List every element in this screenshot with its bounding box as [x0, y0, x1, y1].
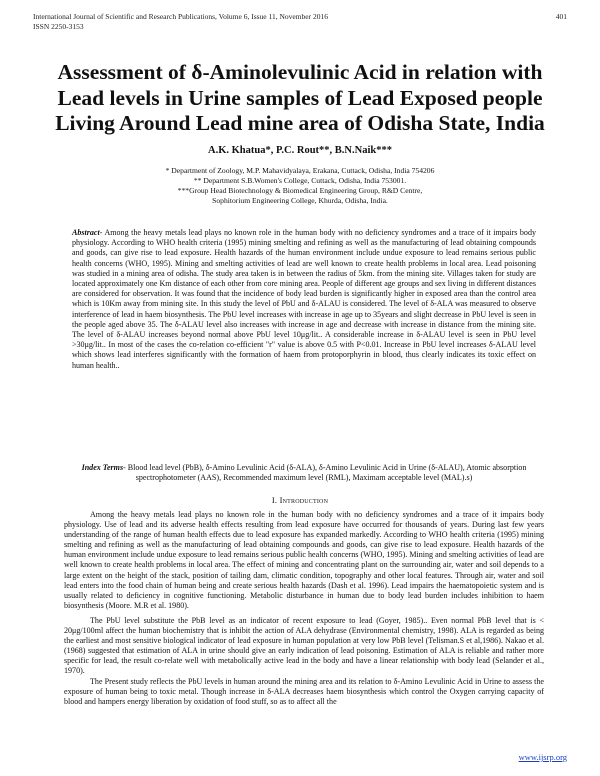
- abstract-label: Abstract-: [72, 228, 103, 237]
- page-number: 401: [555, 12, 567, 21]
- journal-name: International Journal of Scientific and Research Publications, Volume 6, Issue 11, November 2016: [33, 12, 329, 21]
- abstract-text: Among the heavy metals lead plays no known role in the human body with no deficiency syndromes and a trace of it impairs body physiology. According to WHO health criteria (1995) mining smelting and refining as well as the manufacturing of lead obtaining compounds and goods, can give rise to lead exposure. Health hazards of the human environment include undue exposure to lead remains serious public health concerns (WHO, 1995). Mining and smelting activities of lead are well known to create health problems in local area. Lead poisoning was studied in a mining area of odisha. The study area taken is in between the radius of 5km. from the mining site. Villages taken for study are located approximately one Km distance of each other from core mining area. People of different age groups and sex living in different distances are considered for observation. It was found that the incidence of body lead burden is significantly higher in exposed area than the control area which is 10Km away from mining site. In this study the level of PbU and δ-ALAU is considered. The level of δ-ALA was measured to observe interference of lead in haem biosynthesis. The PbU level increases with increase in age up to 35years and slight decrease in PbU level is seen in the people aged above 35. The δ-ALAU level also increases with increase in age and decrease with increase in distance from the mining site. The level of δ-ALAU increases beyond normal above PbU level 10μg/lit.. A considerable increase in δ-ALAU level is seen in PbU level >30μg/lit.. In most of the cases the co-relation co-efficient "r" value is above 0.5 with P<0.01. Increase in PbU level increases δ-ALAU level which shows lead interferes significantly with the formation of haem from protoporphyrin in blood, thus clearly indicates its toxic effect on human health..: [72, 228, 536, 370]
- section-heading-introduction: [0, 495, 600, 505]
- running-header: [33, 12, 328, 32]
- paper-title: Assessment of δ-Aminolevulinic Acid in relation with Lead levels in Urine samples of Lead Exposed people Living Around Lead mine area of Odisha State, India: [55, 60, 545, 135]
- index-terms: [72, 463, 536, 483]
- intro-paragraph: The PbU level substitute the PbB level as an indicator of recent exposure to lead (Goyer, 1985).. Even normal PbB level that is < 20μg/100ml affect the human biochemistry that is inhibit the action of ALA dehydrase (Environmental chemistry, 1998). ALA is regarded as being the earliest and most sensitive biological indicator of lead exposure in human population at very low PbB level (Telisman.S et al,1986). Nakao et al.(1968) suggested that estimation of ALA in urine should give an early indication of lead poisoning. Estimation of ALA is reliable and rather more specific for lead, the result co-relate well with metabolically active lead in the body and have a linear relationship with body lead (Selander et al., 1970).: [64, 615, 544, 676]
- affiliation-line: Sophitorium Engineering College, Khurda, Odisha, India.: [212, 196, 388, 205]
- intro-paragraph: Among the heavy metals lead plays no known role in the human body with no deficiency syndromes and a trace of it impairs body physiology. Use of lead and its adverse health effects resulting from lead exposure have occurred for thousands of years. During last few years understanding of the range of human health effects due to lead exposure has expanded markedly. According to WHO health criteria (1995) mining smelting and refining as well as the manufacturing of lead obtaining compounds and goods, can give rise to lead exposure. Health hazards of the human environment include undue exposure to lead remains serious public health concerns (WHO, 1995). Mining and smelting activities of lead are well known to create health problems in local area. The effect of mining and concentrating plant on the surrounding air, water and soil depends to a large extent on the height of the stack, position of tailing dam, climatic condition, topography and other local features. Through air, water and soil lead enters into the food chain of human being and create serious health hazards (Dash et al. 1996). Lead impairs the haematopoietic system and is usually related to deficiency in cognitive functioning. Metabolic disturbance in human due to body lead burden includes inhibition to haem biosynthesis (Moore. M.R et al. 1980).: [64, 510, 544, 610]
- index-terms-label: Index Terms: [81, 463, 124, 472]
- journal-website-link[interactable]: www.ijsrp.org: [518, 752, 567, 762]
- intro-paragraph: The Present study reflects the PbU levels in human around the mining area and its relation to δ-Amino Levulinic Acid in Urine to assess the exposure of human being to toxic metal. Though increase in δ-ALA decreases haem biosynthesis which control the Oxygen carrying capacity of blood and hampers energy liberation by oxidation of food stuff, so as to affect all the: [64, 676, 544, 706]
- abstract: [72, 228, 536, 371]
- index-terms-text: - Blood lead level (PbB), δ-Amino Levulinic Acid (δ-ALA), δ-Amino Levulinic Acid in Urine (δ-ALAU), Atomic absorption spectrophotometer (AAS), Recommended maximum level (RML), Maximam acceptable level (MAL).s): [123, 463, 527, 483]
- introduction-body: [64, 510, 544, 712]
- author-list: A.K. Khatua*, P.C. Rout**, B.N.Naik***: [208, 145, 392, 156]
- section-numeral: I.: [271, 495, 278, 505]
- affiliation-line: ** Department S.B.Women's College, Cuttack, Odisha, India 753001.: [193, 176, 407, 185]
- affiliations: [0, 166, 600, 206]
- issn: ISSN 2250-3153: [33, 22, 84, 31]
- affiliation-line: ***Group Head Biotechnology & Biomedical Engineering Group, R&D Centre,: [177, 186, 423, 195]
- section-title: Introduction: [279, 495, 329, 505]
- affiliation-line: * Department of Zoology, M.P. Mahavidyalaya, Erakana, Cuttack, Odisha, India 754206: [165, 166, 435, 175]
